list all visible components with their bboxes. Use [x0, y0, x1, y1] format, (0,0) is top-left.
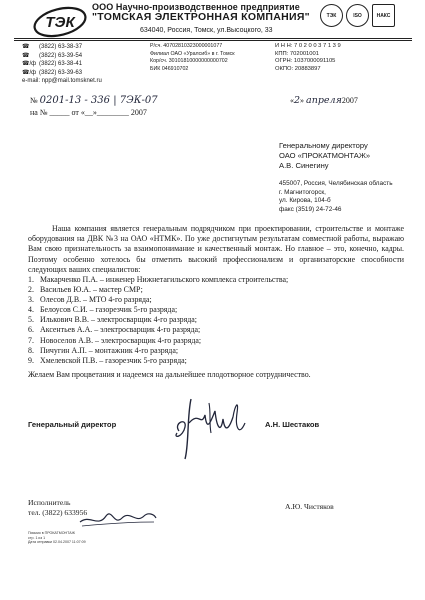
outgoing-number — [30, 95, 158, 106]
kpp: КПП: 702001001 — [275, 50, 319, 57]
contact-text: e-mail: npp@mail.tomsknet.ru — [22, 78, 102, 85]
fax-icon: ☎/ф — [22, 69, 37, 76]
bank-branch: Филиал ОАО «Уралсиб» в г. Томск — [150, 50, 235, 57]
certification-badges — [320, 4, 395, 28]
contact-fax-2 — [22, 69, 102, 78]
list-item: 3. Олесов Д.В. – МТО 4-го разряда; — [28, 295, 152, 305]
date-year: 2007 — [341, 96, 358, 105]
bank-account: Р/сч. 40702810323000001077 — [150, 43, 223, 49]
address-line: ул. Кирова, 104-б — [279, 197, 331, 205]
list-item: 6. Аксентьев А.А. – электросварщик 4-го разряда; — [28, 325, 201, 335]
tek-badge-icon: ТЭК — [320, 4, 343, 27]
list-item: 5. Илькович В.В. – электросварщик 4-го разряда; — [28, 315, 197, 325]
list-item: 7. Новоселов А.В. – электросварщик 4-го разряда; — [28, 335, 202, 345]
handwritten-month: апреля — [306, 95, 342, 106]
fax-icon: ☎/ф — [22, 61, 37, 68]
inn: И Н Н: 7 0 2 0 0 3 7 1 3 9 — [275, 43, 341, 49]
date-open-quote: « — [290, 96, 294, 105]
handwritten-number: 0201-13 - 336 | 7ЭК-07 — [39, 95, 158, 106]
contact-email — [22, 77, 102, 86]
addressee-position: Генеральному директору — [279, 141, 368, 150]
contact-text: (3822) 63-38-41 — [39, 61, 83, 68]
contact-list — [22, 43, 102, 86]
executor-label: Исполнитель — [28, 498, 71, 507]
executor-name: А.Ю. Чистяков — [285, 502, 334, 511]
address-line: 455007, Россия, Челябинская область — [279, 180, 393, 187]
contact-text: (3822) 63-38-37 — [39, 44, 83, 50]
bank-bik: БИК 046910702 — [150, 65, 189, 72]
closing-line: Желаем Вам процветания и надеемся на дальнейшее плодотворное сотрудничество. — [28, 370, 311, 379]
phone-icon: ☎ — [22, 44, 30, 50]
phone-icon: ☎ — [22, 52, 30, 59]
company-address: 634040, Россия, Томск, ул.Высоцкого, 33 — [140, 27, 273, 34]
incoming-prefix: на № — [30, 108, 48, 117]
date-close-quote: » — [300, 96, 305, 105]
list-item: 1. Макарченко П.А. – инженер Нижнетагильского комплекса строительства; — [28, 275, 289, 284]
number-prefix: № — [30, 96, 38, 105]
letter-body — [28, 224, 404, 275]
addressee — [279, 141, 370, 171]
letter-date — [290, 95, 358, 106]
director-signature — [165, 393, 275, 463]
registration-details — [275, 43, 341, 73]
address-line: г. Магнитогорск, — [279, 188, 326, 196]
list-item: 4. Белоусов С.И. – газорезчик 5-го разряда; — [28, 305, 178, 315]
tek-logo-icon — [32, 6, 88, 38]
incoming-year: 2007 — [130, 108, 147, 117]
executor-signature — [78, 500, 158, 538]
staff-list — [28, 275, 288, 366]
bank-corr-account: Кор/сч. 30101810000000000702 — [150, 58, 228, 64]
naks-badge-icon: НАКС — [372, 4, 395, 27]
signatory-title: Генеральный директор — [28, 420, 117, 429]
contact-phone-1 — [22, 43, 102, 52]
addressee-name: А.В. Синегину — [279, 161, 329, 170]
contact-fax-1 — [22, 60, 102, 69]
svg-text:ТЭК: ТЭК — [45, 14, 75, 31]
body-paragraph: Наша компания является генеральным подрядчиком при проектировании, строительстве и монтаже оборудования на ДВК №3 на ОАО «НТМК». По уже достигнутым результатам совместной работы, выражаю Вам свою признательность за взаимопонимание и качественный монтаж. Но главное – это, конечно, кадры. Поэтому особенно хотелось бы отметить высокий профессионализм и организаторские способности следующих ваших специалистов: — [28, 224, 404, 274]
fax-transmission-note: Письмо в ПРОКАТМОНТАЖ стр. 1 из 1 Дата отправки 02.04.2007 11:07:09 — [28, 531, 86, 545]
address-line: факс (3519) 24-72-46 — [279, 205, 342, 213]
incoming-blank: _____ от «__»________ — [49, 108, 129, 117]
org-name: "ТОМСКАЯ ЭЛЕКТРОННАЯ КОМПАНИЯ" — [92, 11, 310, 23]
list-item: 8. Пичугин А.П. – монтажник 4-го разряда; — [28, 345, 179, 355]
iso-badge-icon: ISO — [346, 4, 369, 27]
ogrn: ОГРН: 1037000091105 — [275, 58, 336, 64]
addressee-address — [279, 180, 393, 214]
handwritten-day: 2 — [294, 95, 301, 106]
addressee-company: ОАО «ПРОКАТМОНТАЖ» — [279, 151, 371, 160]
incoming-reference — [30, 108, 147, 117]
contact-phone-2 — [22, 52, 102, 61]
list-item: 2. Васильев Ю.А. – мастер СМР; — [28, 285, 143, 295]
header-divider — [14, 38, 412, 41]
list-item: 9. Хмелевской П.В. – газорезчик 5-го разряда; — [28, 355, 187, 365]
contact-text: (3822) 63-39-63 — [39, 69, 83, 76]
signatory-name: А.Н. Шестаков — [265, 420, 320, 429]
bank-details — [150, 43, 235, 73]
org-type: ООО Научно-производственное предприятие — [92, 2, 300, 12]
okpo: ОКПО: 20883897 — [275, 65, 321, 72]
executor-phone: тел. (3822) 633956 — [28, 508, 88, 517]
contact-text: (3822) 63-39-54 — [39, 52, 83, 59]
